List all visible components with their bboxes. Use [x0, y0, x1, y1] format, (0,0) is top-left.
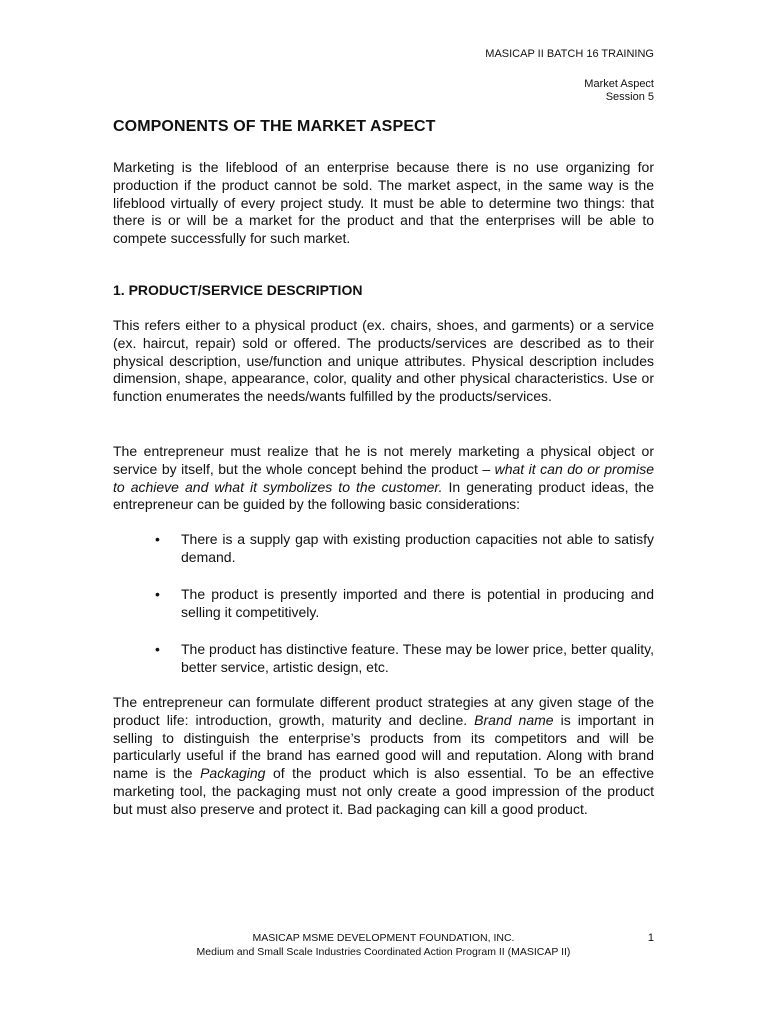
list-item-text: The product has distinctive feature. These may be lower price, better quality, better service, artistic design, etc. — [181, 641, 654, 675]
header-training: MASICAP II BATCH 16 TRAINING — [485, 48, 654, 60]
section-para-1-block — [113, 317, 654, 406]
section-paragraph-2 — [113, 443, 654, 514]
section-heading: 1. PRODUCT/SERVICE DESCRIPTION — [113, 282, 363, 298]
list-item-text: The product is presently imported and there is potential in producing and selling it competitively. — [181, 586, 654, 620]
page-footer — [113, 931, 654, 959]
bullet-icon: • — [155, 641, 160, 657]
para3-text-c: of the product which is also essential. To be an effective marketing tool, the packaging must not only create a good impression of the product but must also preserve and protect it. Bad packaging can kill a good product. — [113, 765, 654, 817]
para3-text-b: is important in selling to distinguish the enterprise’s products from its competitors and will be particularly useful if the brand has earned good will and reputation. Along with brand name is the — [113, 711, 654, 782]
bullet-icon: • — [155, 586, 160, 602]
intro-block — [113, 159, 654, 248]
section-paragraph-1: This refers either to a physical product (ex. chairs, shoes, and garments) or a service (ex. haircut, repair) sold or offered. The products/services are described as to their physical description, use/function and unique attributes. Physical description includes dimension, shape, appearance, color, quality and other physical characteristics. Use or function enumerates the needs/wants fulfilled by the products/services. — [113, 317, 654, 405]
intro-paragraph: Marketing is the lifeblood of an enterprise because there is no use organizing for production if the product cannot be sold. The market aspect, in the same way is the lifeblood virtually of every project study. It must be able to determine two things: that there is or will be a market for the product and that the enterprises will be able to compete successfully for such market. — [113, 159, 654, 247]
section-para-2-block — [113, 443, 654, 514]
page-title: COMPONENTS OF THE MARKET ASPECT — [113, 118, 436, 135]
para2-text-b: In generating product ideas, the entrepreneur can be guided by the following basic considerations: — [113, 478, 654, 513]
header-topic: Market Aspect — [584, 78, 654, 90]
para2-italic: what it can do or promise to achieve and what it symbolizes to the customer. — [113, 460, 654, 495]
section-paragraph-3 — [113, 694, 654, 819]
list-item-text: There is a supply gap with existing production capacities not able to satisfy demand. — [181, 531, 654, 565]
brand-name-term: Brand name — [474, 711, 554, 728]
packaging-term: Packaging — [200, 765, 266, 782]
page-number: 1 — [647, 932, 654, 944]
footer-program: Medium and Small Scale Industries Coordinated Action Program II (MASICAP II) — [196, 946, 571, 958]
header-session: Session 5 — [605, 91, 654, 103]
footer-org: MASICAP MSME DEVELOPMENT FOUNDATION, INC. — [252, 932, 515, 944]
bullet-icon: • — [155, 531, 160, 547]
section-para-3-block — [113, 694, 654, 819]
para2-text-a: The entrepreneur must realize that he is not merely marketing a physical object or service by itself, but the whole concept behind the product – — [113, 443, 654, 477]
para3-text-a: The entrepreneur can formulate different product strategies at any given stage of the product life: introduction, growth, maturity and decline. — [113, 694, 654, 728]
